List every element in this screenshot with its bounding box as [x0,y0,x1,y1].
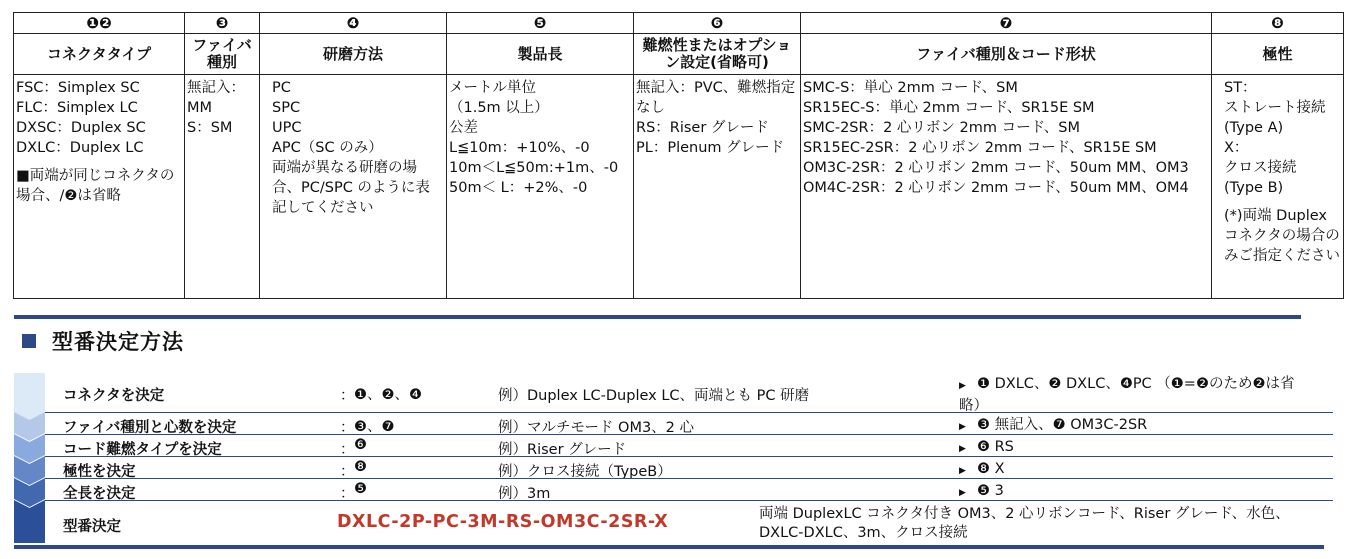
step-label: ファイバ種別と心数を決定 [63,420,237,436]
triangle-right-icon: ▶ [959,422,966,432]
step-result: ▶ ❸ 無記入、❼ OM3C-2SR [959,415,1309,437]
step-numbers: ❻ [354,437,367,453]
final-row [14,502,1334,542]
col-header-polarity: 極性 [1212,34,1344,75]
divider [45,478,1333,479]
table-row [14,75,1344,299]
spec-table [13,12,1344,299]
step-result: ▶ ❶ DXLC、❷ DXLC、❹PC （❶=❷のため❷は省略） [959,376,1295,414]
col-number: ❺ [447,13,634,34]
section-top-bar [14,315,1301,319]
col-header-connector-type: コネクタタイプ [14,34,185,75]
section-bottom-bar [14,545,1324,549]
divider [45,434,1333,435]
col-number: ❽ [1212,13,1344,34]
triangle-right-icon: ▶ [959,466,966,476]
fiber-type-cell: 無記入： MM S：SM [185,75,260,299]
final-label: 型番決定 [63,519,121,535]
col-header-polish: 研磨方法 [260,34,447,75]
col-number: ❸ [185,13,260,34]
step-numbers: ❽ [354,459,367,475]
col-number: ❹ [260,13,447,34]
cord-type-cell: SMC-S：単心 2mm コード、SM SR15EC-S：単心 2mm コード、SR15E SM SMC-2SR：2 心リボン 2mm コード、SM SR15EC-2SR：2 心リボン 2mm コード、SR15E SM OM3C-2SR：2 心リボン 2mm コード、50um MM、OM3 OM4C-2SR：2 心リボン 2mm コード、50um MM、OM4 [801,75,1212,299]
divider [45,456,1333,457]
list-item [14,458,1334,479]
col-header-flame-option: 難燃性またはオプション設定(省略可) [634,34,801,75]
section-title: 型番決定方法 [52,330,184,354]
step-example: 例）Duplex LC-Duplex LC、両端とも PC 研磨 [498,388,810,404]
list-item [14,414,1334,435]
chevron-step-icon [14,500,45,543]
polarity-note: (*)両端 Duplex コネクタの場合のみご指定ください [1224,208,1340,264]
step-label: 極性を決定 [63,464,136,480]
connector-type-cell [14,75,185,299]
list-item [14,373,1334,413]
divider [45,412,1333,413]
header-label-row [14,34,1344,75]
step-colon: ： [340,388,355,404]
model-number: DXLC-2P-PC-3M-RS-OM3C-2SR-X [337,512,669,532]
step-example: 例）マルチモード OM3、2 心 [498,420,695,436]
length-cell: メートル単位 （1.5m 以上） 公差 L≦10m：+10%、-0 10m＜L≦50m:+1m、-0 50m＜ L：+2%、-0 [447,75,634,299]
header-number-row [14,13,1344,34]
step-numbers: ❶、❷、❹ [354,387,422,403]
col-header-cord-type: ファイバ種別＆コード形状 [801,34,1212,75]
triangle-right-icon: ▶ [959,444,966,454]
connector-type-list: FSC：Simplex SC FLC：Simplex LC DXSC：Duplex SC DXLC：Duplex LC [16,80,146,156]
square-bullet-icon [22,334,36,348]
step-label: コード難燃タイプを決定 [63,442,222,458]
col-number: ❻ [634,13,801,34]
step-colon: ： [340,442,355,458]
list-item [14,436,1334,457]
step-label: 全長を決定 [63,486,136,502]
step-example: 例）クロス接続（TypeB） [498,464,672,480]
col-header-length: 製品長 [447,34,634,75]
step-example: 例）Riser グレード [498,442,627,458]
triangle-right-icon: ▶ [959,381,966,391]
step-colon: ： [340,420,355,436]
connector-note: ■両端が同じコネクタの場合、/❷は省略 [16,168,175,204]
step-result: ▶ ❽ X [959,459,1309,481]
col-number: ❼ [801,13,1212,34]
polarity-cell [1212,75,1344,299]
step-numbers: ❸、❼ [354,419,395,435]
step-result: ▶ ❻ RS [959,437,1309,459]
list-item [14,480,1334,501]
step-colon: ： [340,486,355,502]
step-numbers: ❺ [354,481,367,497]
final-description: 両端 DuplexLC コネクタ付き OM3、2 心リボンコード、Riser グレード、水色、DXLC-DXLC、3m、クロス接続 [759,506,1290,541]
polish-cell: PC SPC UPC APC（SC のみ） 両端が異なる研磨の場合、PC/SPC のように表記してください [260,75,447,299]
col-header-fiber-type: ファイバ 種別 [185,34,260,75]
step-result: ▶ ❺ 3 [959,481,1309,503]
flame-option-cell: 無記入：PVC、難燃指定なし RS：Riser グレード PL：Plenum グレード [634,75,801,299]
polarity-list: ST： ストレート接続 (Type A) X： クロス接続 (Type B) [1224,80,1326,196]
step-colon: ： [340,464,355,480]
step-label: コネクタを決定 [63,388,165,404]
step-example: 例）3m [498,486,551,502]
col-number: ❶❷ [14,13,185,34]
divider [45,500,1333,501]
triangle-right-icon: ▶ [959,488,966,498]
